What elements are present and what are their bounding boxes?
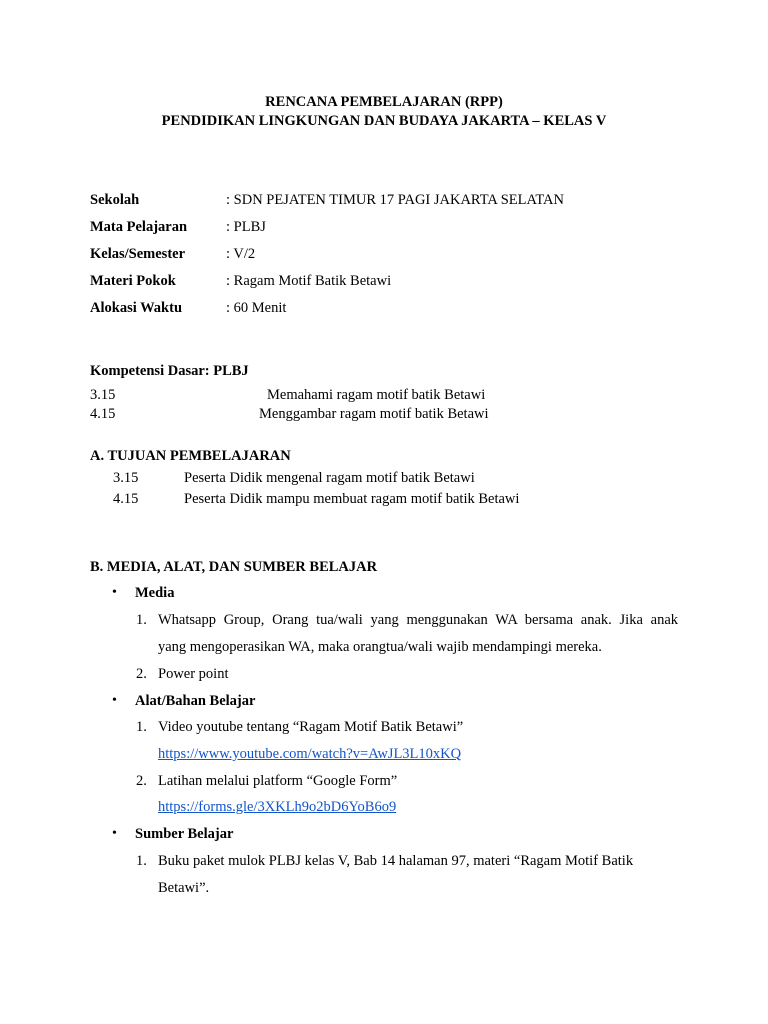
- identity-label: Mata Pelajaran: [90, 219, 188, 235]
- kompetensi-heading: Kompetensi Dasar: PLBJ: [90, 363, 249, 379]
- identity-label: Materi Pokok: [90, 273, 176, 289]
- identity-label: Kelas/Semester: [90, 246, 186, 262]
- identity-value: : V/2: [226, 246, 256, 262]
- bullet-icon: •: [112, 826, 117, 841]
- list-number: 1.: [136, 719, 147, 735]
- bullet-icon: •: [112, 693, 117, 708]
- document-subtitle: PENDIDIKAN LINGKUNGAN DAN BUDAYA JAKARTA – KELAS V: [161, 113, 607, 129]
- sumber-subheading: Sumber Belajar: [135, 826, 234, 842]
- kompetensi-text: Memahami ragam motif batik Betawi: [267, 387, 486, 403]
- tujuan-number: 4.15: [113, 491, 139, 507]
- kompetensi-number: 3.15: [90, 387, 116, 403]
- identity-value: : Ragam Motif Batik Betawi: [226, 273, 392, 289]
- kompetensi-text: Menggambar ragam motif batik Betawi: [259, 406, 489, 422]
- document-title: RENCANA PEMBELAJARAN (RPP): [265, 94, 503, 110]
- tujuan-heading: A. TUJUAN PEMBELAJARAN: [90, 448, 291, 464]
- tujuan-text: Peserta Didik mampu membuat ragam motif batik Betawi: [184, 491, 520, 507]
- list-item-text: Buku paket mulok PLBJ kelas V, Bab 14 halaman 97, materi “Ragam Motif Batik: [158, 853, 634, 869]
- media-heading: B. MEDIA, ALAT, DAN SUMBER BELAJAR: [90, 559, 378, 575]
- identity-value: : 60 Menit: [226, 300, 287, 316]
- identity-label: Sekolah: [90, 192, 140, 208]
- google-form-link[interactable]: https://forms.gle/3XKLh9o2bD6YoB6o9: [158, 799, 397, 815]
- list-item-text: Latihan melalui platform “Google Form”: [158, 773, 398, 789]
- list-item-text: yang mengoperasikan WA, maka orangtua/wali wajib mendampingi mereka.: [158, 639, 602, 655]
- list-item-text: Betawi”.: [158, 880, 210, 896]
- alat-subheading: Alat/Bahan Belajar: [135, 693, 256, 709]
- list-number: 1.: [136, 612, 147, 628]
- tujuan-number: 3.15: [113, 470, 139, 486]
- list-number: 1.: [136, 853, 147, 869]
- list-item-text: Video youtube tentang “Ragam Motif Batik Betawi”: [158, 719, 464, 735]
- identity-value: : SDN PEJATEN TIMUR 17 PAGI JAKARTA SELATAN: [226, 192, 564, 208]
- list-item-text: Power point: [158, 666, 229, 682]
- list-number: 2.: [136, 666, 147, 682]
- kompetensi-number: 4.15: [90, 406, 116, 422]
- tujuan-text: Peserta Didik mengenal ragam motif batik Betawi: [184, 470, 475, 486]
- media-subheading: Media: [135, 585, 175, 601]
- youtube-link[interactable]: https://www.youtube.com/watch?v=AwJL3L10xKQ: [158, 746, 462, 762]
- identity-value: : PLBJ: [226, 219, 266, 235]
- bullet-icon: •: [112, 585, 117, 600]
- list-number: 2.: [136, 773, 147, 789]
- identity-label: Alokasi Waktu: [90, 300, 183, 316]
- list-item-text: Whatsapp Group, Orang tua/wali yang menggunakan WA bersama anak. Jika anak: [158, 612, 678, 628]
